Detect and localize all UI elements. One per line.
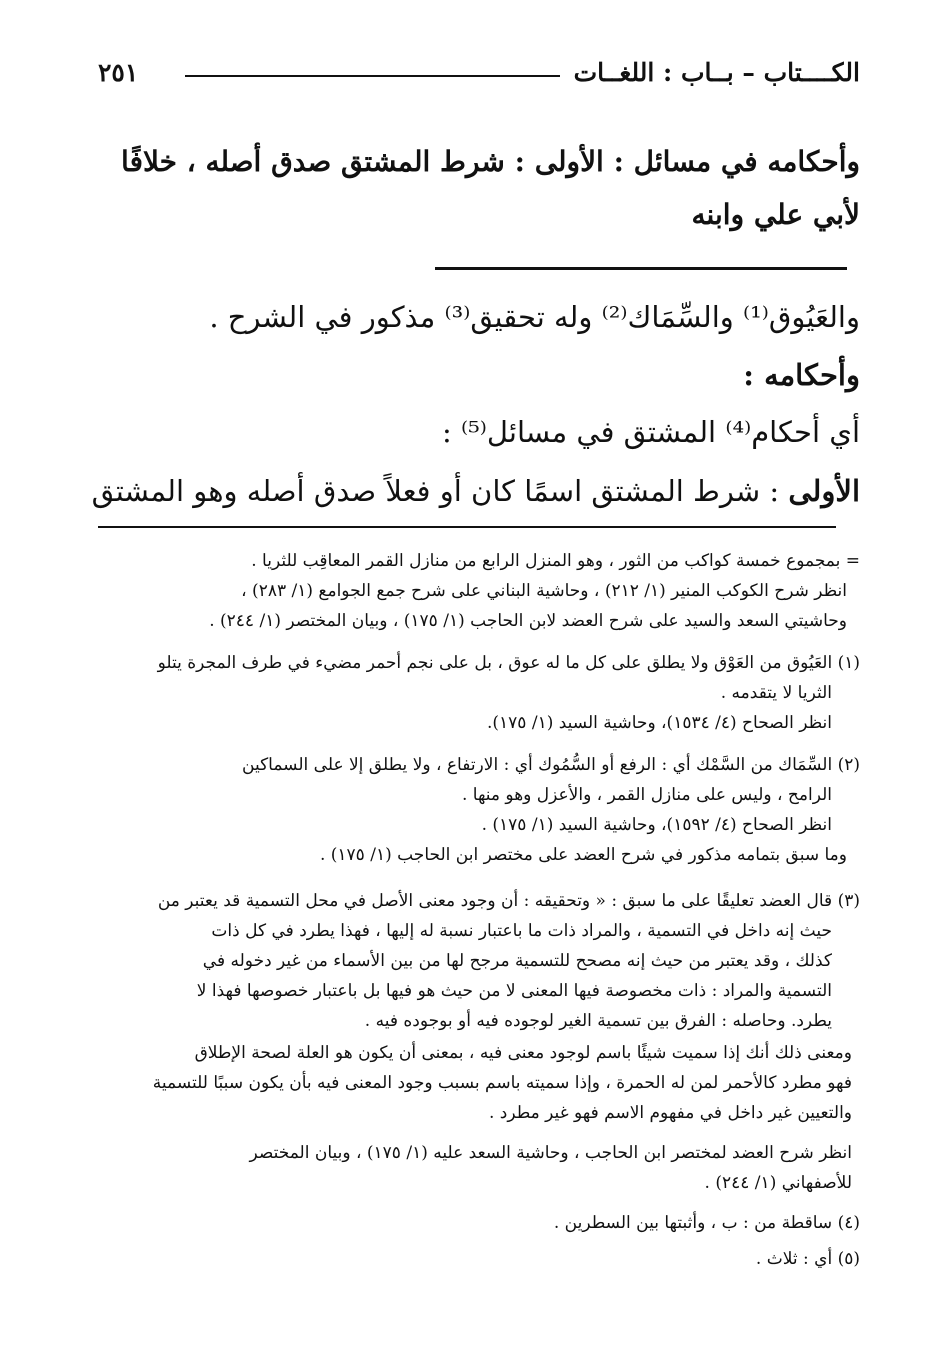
sharh-line-3: أي أحكام⁽⁴⁾ المشتق في مسائل⁽⁵⁾ : bbox=[442, 415, 860, 449]
footnote-line: انظر الصحاح (٤/ ١٥٩٢)، وحاشية السيد (١/ ١٧٥) . bbox=[481, 815, 832, 835]
running-header-title: الكــــتاب – بــاب : اللغــات bbox=[573, 58, 860, 87]
footnote-line: ومعنى ذلك أنك إذا سميت شيئًا باسم لوجود معنى فيه ، بمعنى أن يكون هو العلة لصحة الإطلاق bbox=[194, 1043, 852, 1063]
footnote-separator-rule bbox=[98, 526, 836, 528]
sharh-line-1: والعَيُوق⁽¹⁾ والسِّمَاك⁽²⁾ وله تحقيق⁽³⁾ مذكور في الشرح . bbox=[209, 300, 860, 334]
footnote-line: يطرد. وحاصله : الفرق بين تسمية الغير لوجوده فيه أو بوجوده فيه . bbox=[364, 1011, 832, 1031]
footnote-line: (٤) ساقطة من : ب ، وأثبتها بين السطرين . bbox=[553, 1213, 860, 1233]
footnote-line: حيث إنه داخل في التسمية ، والمراد ذات ما باعتبار نسبة له إليها ، فهذا يطرد في كل ذات bbox=[211, 921, 832, 941]
footnote-line: = بمجموع خمسة كواكب من الثور ، وهو المنزل الرابع من منازل القمر المعاقِب للثريا . bbox=[251, 551, 860, 571]
footnote-line: انظر شرح الكوكب المنير (١/ ٢١٢) ، وحاشية البناني على شرح جمع الجوامع (١/ ٢٨٣) ، bbox=[241, 581, 847, 601]
sharh-line-4-bold: الأولى bbox=[788, 474, 860, 508]
matn-separator-rule bbox=[435, 267, 847, 270]
sharh-line-4-rest: : شرط المشتق اسمًا كان أو فعلاً صدق أصله وهو المشتق bbox=[91, 474, 789, 508]
footnote-line: (٣) قال العضد تعليقًا على ما سبق : « وتحقيقه : أن وجود معنى الأصل في محل التسمية قد يعتبر من bbox=[157, 891, 860, 911]
sharh-line-2: وأحكامه : bbox=[743, 358, 860, 392]
footnote-line: (١) العَيُوق من العَوْق ولا يطلق على كل ما له عوق ، بل على نجم أحمر مضيء في طرف المجرة يتلو bbox=[157, 653, 860, 673]
footnote-line: كذلك ، وقد يعتبر من حيث إنه مصحح للتسمية مرجح لها من بين الأسماء من غير دخوله في bbox=[202, 951, 832, 971]
footnote-line: والتعيين غير داخل في مفهوم الاسم فهو غير مطرد . bbox=[488, 1103, 852, 1123]
page-number: ٢٥١ bbox=[98, 58, 139, 87]
footnote-line: فهو مطرد كالأحمر لمن له الحمرة ، وإذا سميته باسم بسبب وجود المعنى فيه بأن يكون سببًا للتسمية bbox=[152, 1073, 852, 1093]
footnote-line: الرامح ، وليس على منازل القمر ، والأعزل وهو منها . bbox=[461, 785, 832, 805]
footnote-line: وحاشيتي السعد والسيد على شرح العضد لابن الحاجب (١/ ١٧٥) ، وبيان المختصر (١/ ٢٤٤) . bbox=[209, 611, 847, 631]
footnote-line: الثريا لا يتقدمه . bbox=[720, 683, 832, 703]
header-rule bbox=[185, 75, 560, 77]
footnote-line: التسمية والمراد : ذات مخصوصة فيها المعنى لا من حيث هو فيها بل باعتبار خصوصها فهذا لا bbox=[196, 981, 832, 1001]
footnote-line: (٥) أي : ثلاث . bbox=[755, 1249, 860, 1269]
matn-line-1: وأحكامه في مسائل : الأولى : شرط المشتق صدق أصله ، خلافًا bbox=[121, 145, 860, 178]
footnote-line: للأصفهاني (١/ ٢٤٤) . bbox=[704, 1173, 852, 1193]
footnote-line: وما سبق بتمامه مذكور في شرح العضد على مختصر ابن الحاجب (١/ ١٧٥) . bbox=[319, 845, 847, 865]
footnote-line: انظر شرح العضد لمختصر ابن الحاجب ، وحاشية السعد عليه (١/ ١٧٥) ، وبيان المختصر bbox=[249, 1143, 852, 1163]
matn-line-2: لأبي علي وابنه bbox=[691, 198, 860, 231]
footnote-line: انظر الصحاح (٤/ ١٥٣٤)، وحاشية السيد (١/ ١٧٥). bbox=[486, 713, 832, 733]
footnote-line: (٢) السِّمَاك من السَّمْك أي : الرفع أو السُّمُوك أي : الارتفاع ، ولا يطلق إلا على السماكين bbox=[242, 755, 860, 775]
sharh-line-4 bbox=[92, 474, 860, 508]
